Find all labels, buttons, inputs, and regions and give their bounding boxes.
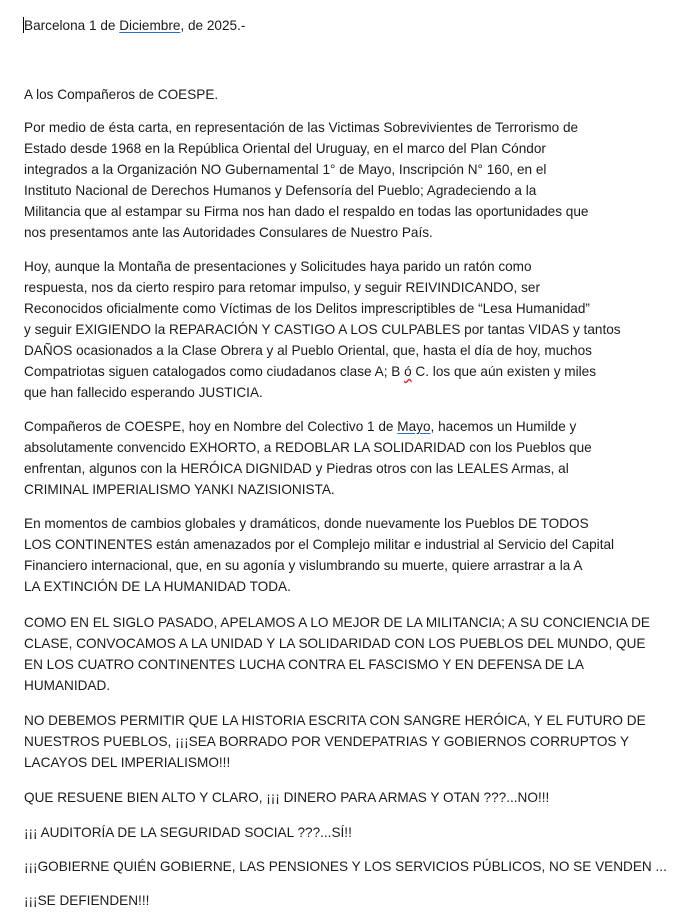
- spellcheck-mark: ó: [404, 364, 412, 379]
- date-suffix: , de 2025.-: [180, 18, 246, 33]
- p2-line-2: respuesta, nos da cierto respiro para retomar impulso, y seguir REIVINDICANDO, ser: [24, 280, 540, 295]
- p4-line-1: En momentos de cambios globales y dramáticos, donde nuevamente los Pueblos DE TODOS: [24, 516, 589, 531]
- p2-line-4: y seguir EXIGIENDO la REPARACIÓN Y CASTIGO A LOS CULPABLES por tantas VIDAS y tantos: [24, 322, 621, 337]
- p5-line-4: HUMANIDAD.: [24, 678, 111, 693]
- p3-line-3: enfrentan, algunos con la HERÓICA DIGNIDAD y Piedras otros con las LEALES Armas, al: [24, 461, 569, 476]
- p1-line-6: nos presentamos ante las Autoridades Consulares de Nuestro País.: [24, 225, 433, 240]
- date-prefix: Barcelona 1 de: [24, 18, 120, 33]
- p3-line-4: CRIMINAL IMPERIALISMO YANKI NAZISIONISTA.: [24, 482, 335, 497]
- p3-line-1: Compañeros de COESPE, hoy en Nombre del Colectivo 1 de Mayo, hacemos un Humilde y: [24, 419, 577, 434]
- p3-line-2: absolutamente convencido EXHORTO, a REDOBLAR LA SOLIDARIDAD con los Pueblos que: [24, 440, 592, 455]
- salutation: A los Compañeros de COESPE.: [24, 87, 219, 102]
- p2-line-1: Hoy, aunque la Montaña de presentaciones y Solicitudes haya parido un ratón como: [24, 259, 532, 274]
- date-line: [24, 15, 245, 36]
- p2-line-3: Reconocidos oficialmente como Víctimas de los Delitos imprescriptibles de “Lesa Humanidad”: [24, 301, 590, 316]
- p6-line-2: NUESTROS PUEBLOS, ¡¡¡SEA BORRADO POR VENDEPATRIAS Y GOBIERNOS CORRUPTOS Y: [24, 734, 630, 749]
- p10: ¡¡¡SE DEFIENDEN!!!: [24, 893, 150, 908]
- p2-line-5: DAÑOS ocasionados a la Clase Obrera y al Pueblo Oriental, que, hasta el día de hoy, muchos: [24, 343, 592, 358]
- p1-line-1: Por medio de ésta carta, en representación de las Victimas Sobrevivientes de Terrorismo de: [24, 120, 579, 135]
- p2-line-6: Compatriotas siguen catalogados como ciudadanos clase A; B ó C. los que aún existen y miles: [24, 364, 597, 379]
- p4-line-3: Financiero internacional, que, en su agonía y vislumbrando su muerte, quiere arrastrar a la A: [24, 558, 583, 573]
- mayo-underlined: Mayo: [397, 419, 431, 434]
- p1-line-3: integrados a la Organización NO Gubernamental 1° de Mayo, Inscripción N° 160, en el: [24, 162, 547, 177]
- p6-line-1: NO DEBEMOS PERMITIR QUE LA HISTORIA ESCRITA CON SANGRE HERÓICA, Y EL FUTURO DE: [24, 713, 646, 728]
- p7: QUE RESUENE BIEN ALTO Y CLARO, ¡¡¡ DINERO PARA ARMAS Y OTAN ???...NO!!!: [24, 790, 550, 805]
- p5-line-3: EN LOS CUATRO CONTINENTES LUCHA CONTRA EL FASCISMO Y EN DEFENSA DE LA: [24, 657, 584, 672]
- p6-line-3: LACAYOS DEL IMPERIALISMO!!!: [24, 755, 231, 770]
- p8: ¡¡¡ AUDITORÍA DE LA SEGURIDAD SOCIAL ???...SÍ!!: [24, 825, 352, 840]
- p5-line-1: COMO EN EL SIGLO PASADO, APELAMOS A LO MEJOR DE LA MILITANCIA; A SU CONCIENCIA DE: [24, 615, 650, 630]
- p1-line-5: Militancia que al estampar su Firma nos han dado el respaldo en todas las oportunidades que: [24, 204, 589, 219]
- p1-line-4: Instituto Nacional de Derechos Humanos y Defensoría del Pueblo; Agradeciendo a la: [24, 183, 537, 198]
- p9: ¡¡¡GOBIERNE QUIÉN GOBIERNE, LAS PENSIONES Y LOS SERVICIOS PÚBLICOS, NO SE VENDEN ...: [24, 859, 667, 874]
- date-month: Diciembre: [119, 18, 181, 33]
- p2-line-7: que han fallecido esperando JUSTICIA.: [24, 385, 263, 400]
- p5-line-2: CLASE, CONVOCAMOS A LA UNIDAD Y LA SOLIDARIDAD CON LOS PUEBLOS DEL MUNDO, QUE: [24, 636, 646, 651]
- p1-line-2: Estado desde 1968 en la República Oriental del Uruguay, en el marco del Plan Cóndor: [24, 141, 546, 156]
- p4-line-4: LA EXTINCIÓN DE LA HUMANIDAD TODA.: [24, 579, 291, 594]
- p4-line-2: LOS CONTINENTES están amenazados por el Complejo militar e industrial al Servicio del Capital: [24, 537, 615, 552]
